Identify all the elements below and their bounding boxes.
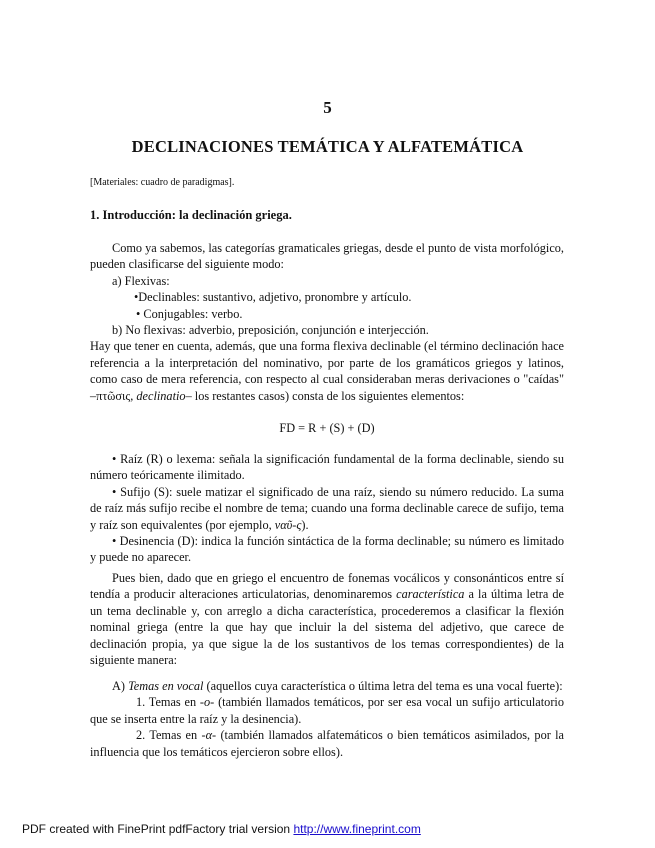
classification-block — [90, 678, 564, 760]
greek-naus: ναῦ-ς — [274, 517, 302, 532]
sub1-end: - (también llamados temáticos, por ser esa vocal un sufijo articulatorio que se inserta entre la raíz y la desinencia). — [90, 695, 564, 726]
contact-block — [90, 570, 564, 668]
suffix-text-end: ). — [301, 517, 309, 532]
chapter-number: 5 — [323, 98, 332, 117]
comma: , — [130, 388, 137, 403]
footer-link[interactable]: http://www.fineprint.com — [293, 822, 421, 836]
contact-text-end: a la última letra de un tema declinable y, con arreglo a dicha característica, procederemos a clasificar la flexión nominal griega (entre la que hay que incluir la del sistema del adjetivo, que carece de declinación propia, ya que sigue la de los sustantivos de los temas correspondientes) de la siguiente manera: — [90, 587, 564, 668]
term-declinatio: declinatio — [136, 388, 186, 403]
subitem-temas-o — [90, 694, 564, 727]
elements-block — [90, 451, 564, 566]
bullet-suffix — [90, 484, 564, 533]
chapter-title: DECLINACIONES TEMÁTICA Y ALFATEMÁTICA — [131, 137, 524, 156]
fd-text-start: Hay que tener en cuenta, además, que una forma flexiva declinable (el término declinación hace referencia a la interpretación del nominativo, por parte de los gramáticos griegos y latinos, como caso de mera referencia, con respecto al cual consideraban meras derivaciones o "caídas" – — [90, 339, 564, 403]
list-item-conjugables: • Conjugables: verbo. — [136, 306, 243, 321]
term-caracteristica: característica — [396, 587, 465, 602]
subitem-temas-a — [90, 727, 564, 760]
contact-text-start: Pues bien, dado que en griego el encuentro de fonemas vocálicos y consonánticos entre sí tendía a producir alteraciones articulatorias, denominaremos — [90, 571, 564, 602]
sub1-start: 1. Temas en - — [136, 695, 205, 710]
paragraph-caracteristica — [90, 570, 564, 668]
greek-ptosis: πτῶσις — [96, 388, 131, 403]
group-a — [90, 678, 564, 694]
sub2-start: 2. Temas en - — [136, 728, 206, 743]
list-item-declinables: •Declinables: sustantivo, adjetivo, pronombre y artículo. — [134, 290, 412, 305]
greek-omicron: ο — [204, 695, 211, 710]
pdf-footer — [22, 822, 421, 836]
list-item-no-flexivas: b) No flexivas: adverbio, preposición, conjunción e interjección. — [112, 323, 429, 338]
intro-paragraph: Como ya sabemos, las categorías gramaticales griegas, desde el punto de vista morfológico, pueden clasificarse del siguiente modo: — [90, 241, 564, 272]
materials-note: [Materiales: cuadro de paradigmas]. — [90, 177, 235, 188]
section-heading: 1. Introducción: la declinación griega. — [90, 208, 292, 222]
sub2-end: - (también llamados alfatemáticos o bien temáticos asimilados, por la influencia que los temáticos ejercieron sobre ellos). — [90, 728, 565, 759]
fd-text-end: – los restantes casos) consta de los siguientes elementos: — [185, 388, 465, 403]
suffix-text-start: • Sufijo (S): suele matizar el significado de una raíz, siendo su número reducido. La suma de raíz más sufijo recibe el nombre de tema; cuando una forma declinable carece de sufijo, tema y raíz son equivalentes (por ejemplo, — [90, 484, 564, 532]
list-item-flexivas: a) Flexivas: — [112, 273, 170, 288]
bullet-ending: • Desinencia (D): indica la función sintáctica de la forma declinable; su número es limitado y puede no aparecer. — [90, 534, 564, 565]
group-a-rest: (aquellos cuya característica o última letra del tema es una vocal fuerte): — [203, 679, 563, 693]
footer-text: PDF created with FinePrint pdfFactory trial version — [22, 822, 294, 836]
paragraph-forma-declinable — [90, 338, 564, 404]
bullet-root: • Raíz (R) o lexema: señala la significación fundamental de la forma declinable, siendo su número teóricamente ilimitado. — [90, 452, 564, 483]
intro-block — [90, 240, 564, 404]
group-a-label: A) — [112, 679, 129, 693]
greek-alpha: α — [205, 728, 213, 743]
group-a-title: Temas en vocal — [128, 679, 204, 693]
formula: FD = R + (S) + (D) — [279, 421, 375, 435]
